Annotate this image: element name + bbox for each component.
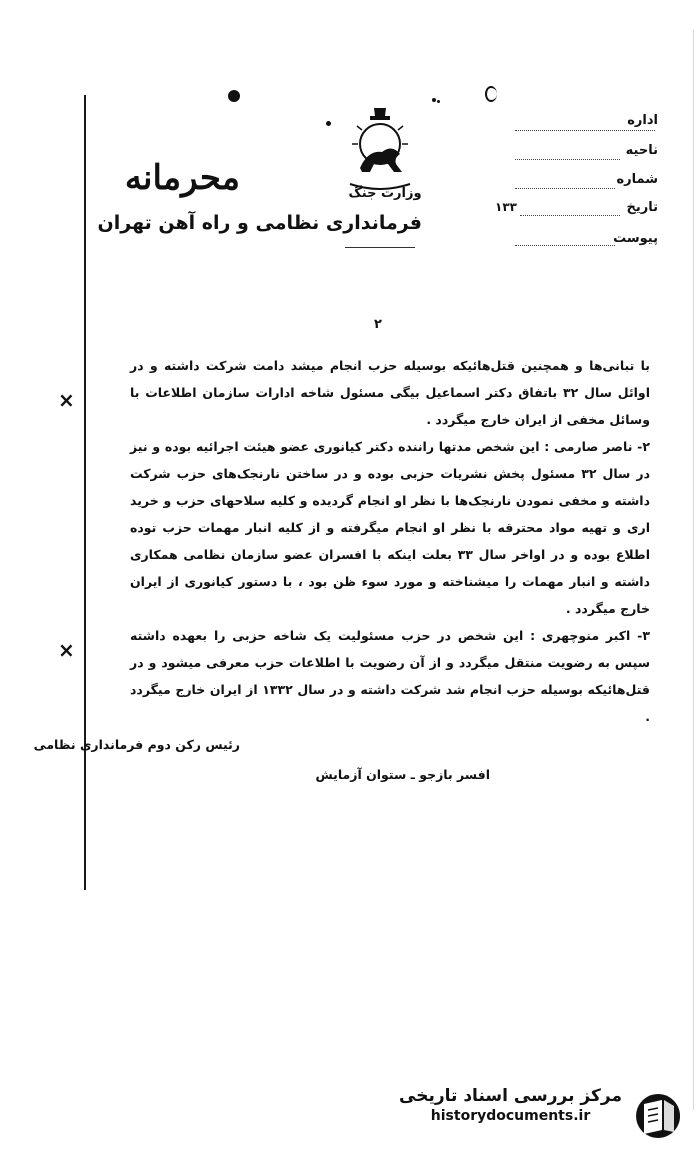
archive-watermark: [399, 1086, 622, 1124]
interrogator-officer: افسر بازجو ـ ستوان آزمایش: [315, 767, 490, 782]
document-body: [130, 352, 650, 730]
body-paragraph-2: ۲- ناصر صارمی : این شخص مدتها راننده دکتر کیانوری عضو هیئت اجرائیه بوده و نیز در سال ۳۲ مسئول پخش نشریات حزبی بوده و در ساختن نارنجک‌های حزب شرکت داشته و مخفی نمودن نارنجک‌ها با نظر او انجام گردیده و کلیه سلاحهای حزب و خرید اری و تهیه مواد محترقه با نظر او انجام میگرفته و از کلیه انبار مهمات حزب توده اطلاع بوده و در اواخر سال ۳۳ بعلت اینکه با افسران عضو سازمان نظامی همکاری داشته و انبار مهمات را میشناخته و مورد سوء ظن بود ، با دستور کیانوری از ایران خارج میگردد .: [130, 439, 650, 616]
page-number: ۲: [374, 317, 382, 332]
field-idare-label: اداره: [627, 113, 658, 128]
ink-blot: [228, 90, 240, 102]
margin-line: [84, 95, 86, 890]
classification-stamp: محرمانه: [124, 158, 240, 198]
ministry-name: وزارت جنگ: [348, 186, 422, 201]
page-edge-line: [693, 30, 694, 1110]
hole-punch-mark: [485, 86, 497, 102]
governor-office-title: فرمانداری نظامی و راه آهن تهران: [97, 212, 422, 234]
field-shomare-label: شماره: [616, 172, 658, 187]
field-tarikh-line: [520, 215, 620, 216]
field-shomare-line: [515, 188, 615, 189]
watermark-url: historydocuments.ir: [430, 1108, 591, 1124]
field-tarikh-value: ۱۳۳: [495, 200, 517, 214]
field-peyvast-line: [515, 245, 615, 246]
signature-title: رئیس رکن دوم فرمانداری نظامی: [33, 737, 240, 752]
margin-cross-mark: ×: [58, 388, 75, 412]
field-tarikh-label: تاریخ: [626, 200, 658, 215]
header-underline: [345, 247, 415, 248]
margin-cross-mark: ×: [58, 638, 75, 662]
ink-speck: [326, 121, 331, 126]
field-nahie-label: ناحیه: [625, 143, 658, 158]
watermark-persian-text: مرکز بررسی اسناد تاریخی: [399, 1086, 622, 1106]
body-paragraph-1: با تبانی‌ها و همچنین قتل‌هائیکه بوسیله حزب انجام میشد دامت شرکت داشته و در اوائل سال ۳۲ باتفاق دکتر اسماعیل بیگی مسئول شاخه ادارات سازمان اطلاعات با وسائل مخفی از ایران خارج میگردد .: [130, 358, 650, 427]
ink-speck: [437, 100, 440, 103]
lion-and-sun-emblem: [340, 100, 420, 190]
field-nahie-line: [515, 159, 620, 160]
ink-speck: [432, 98, 436, 102]
field-idare-line: [515, 130, 655, 131]
archive-logo-icon: [630, 1090, 686, 1140]
field-peyvast-label: پیوست: [613, 231, 658, 246]
body-paragraph-3: ۳- اکبر منوچهری : این شخص در حزب مسئولیت یک شاخه حزبی را بعهده داشته سپس به رضویت منتقل میگردد و از آن رضویت با اطلاعات حزب معرفی میشود و در قتل‌هائیکه بوسیله حزب انجام شد شرکت داشته و در سال ۱۳۳۲ از ایران خارج میگردد .: [130, 628, 650, 724]
